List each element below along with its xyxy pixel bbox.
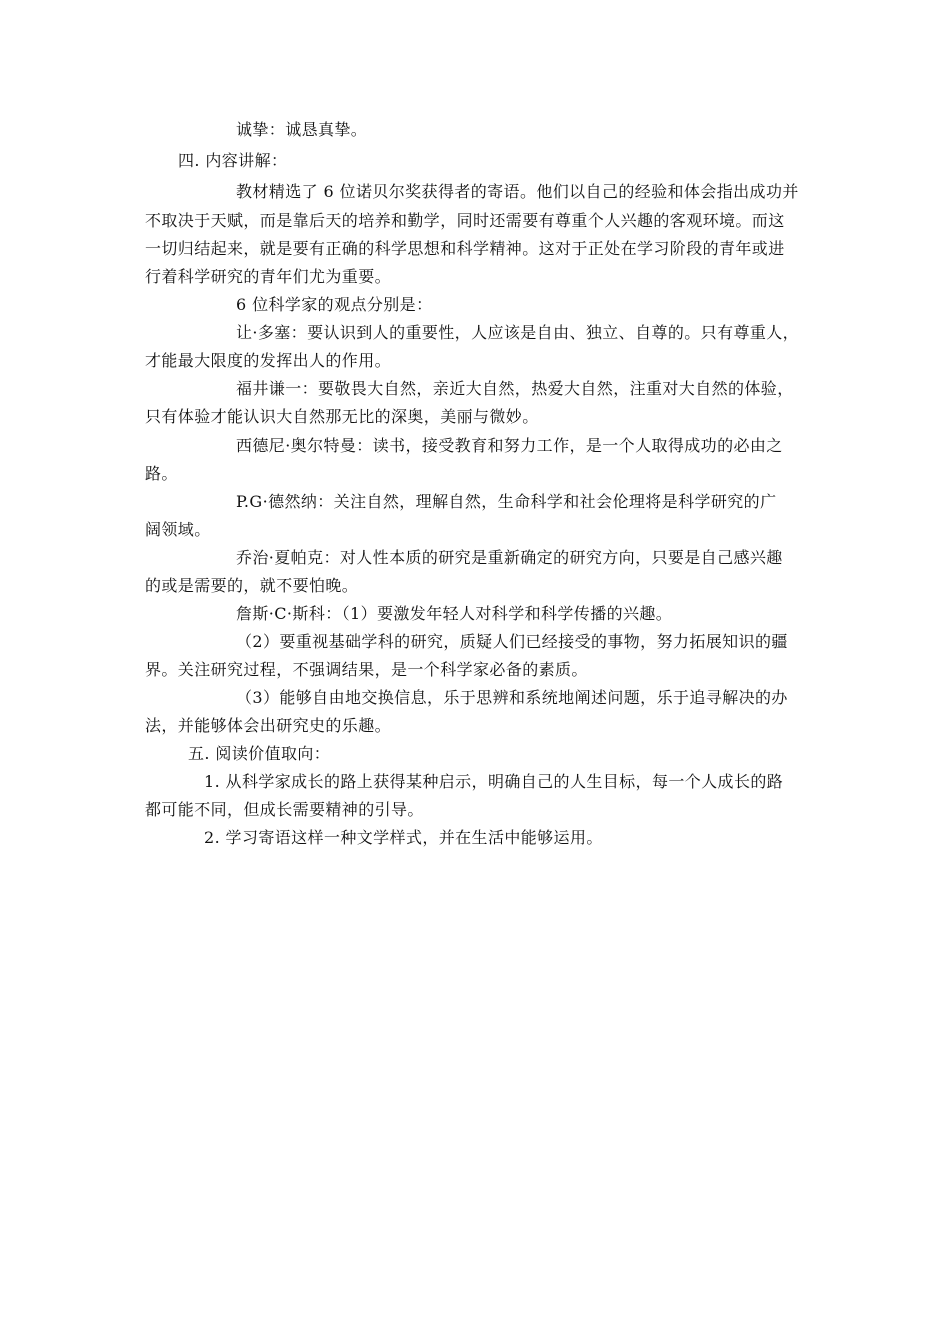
section-heading-5: 五. 阅读价值取向：: [188, 744, 331, 763]
scientist-view-line: 让·多塞：要认识到人的重要性，人应该是自由、独立、自尊的。只有尊重人，: [236, 323, 800, 342]
scientist-view-line: 西德尼·奥尔特曼：读书，接受教育和努力工作，是一个人取得成功的必由之: [236, 436, 783, 455]
list-item: 2. 学习寄语这样一种文学样式，并在生活中能够运用。: [204, 828, 603, 847]
scientist-view-line: 乔治·夏帕克：对人性本质的研究是重新确定的研究方向，只要是自己感兴趣: [236, 548, 783, 567]
scientist-view-line: 阔领域。: [145, 520, 211, 539]
scientist-view-line: 界。关注研究过程，不强调结果，是一个科学家必备的素质。: [145, 660, 588, 679]
scientist-view-line: （3）能够自由地交换信息，乐于思辨和系统地阐述问题，乐于追寻解决的办: [236, 688, 788, 707]
paragraph-line: 一切归结起来，就是要有正确的科学思想和科学精神。这对于正处在学习阶段的青年或进: [145, 239, 785, 258]
vocab-definition: 诚挚：诚恳真挚。: [236, 120, 368, 139]
paragraph-line: 不取决于天赋，而是靠后天的培养和勤学，同时还需要有尊重个人兴趣的客观环境。而这: [145, 211, 785, 230]
scientist-view-line: （2）要重视基础学科的研究，质疑人们已经接受的事物，努力拓展知识的疆: [236, 632, 788, 651]
scientist-view-line: 才能最大限度的发挥出人的作用。: [145, 351, 392, 370]
scientist-view-line: 的或是需要的，就不要怕晚。: [145, 576, 359, 595]
section-heading-4: 四. 内容讲解：: [178, 151, 288, 170]
list-item: 都可能不同，但成长需要精神的引导。: [145, 800, 424, 819]
scientist-view-line: 詹斯·C·斯科：（1）要激发年轻人对科学和科学传播的兴趣。: [236, 604, 673, 623]
list-item: 1. 从科学家成长的路上获得某种启示，明确自己的人生目标，每一个人成长的路: [204, 772, 784, 791]
paragraph-line: 行着科学研究的青年们尤为重要。: [145, 267, 392, 286]
scientist-view-line: 路。: [145, 464, 178, 483]
paragraph-line: 6 位科学家的观点分别是：: [236, 295, 433, 314]
scientist-view-line: 法，并能够体会出研究史的乐趣。: [145, 716, 392, 735]
scientist-view-line: 福井谦一：要敬畏大自然，亲近大自然，热爱大自然，注重对大自然的体验，: [236, 379, 794, 398]
scientist-view-line: 只有体验才能认识大自然那无比的深奥，美丽与微妙。: [145, 407, 539, 426]
scientist-view-line: P.G·德然纳：关注自然，理解自然，生命科学和社会伦理将是科学研究的广: [236, 492, 777, 511]
paragraph-line: 教材精选了 6 位诺贝尔奖获得者的寄语。他们以自己的经验和体会指出成功并: [236, 182, 799, 201]
